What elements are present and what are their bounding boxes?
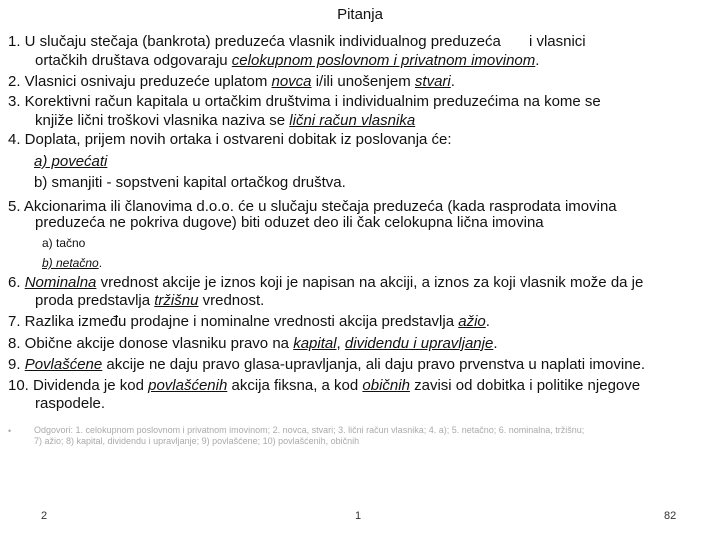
question-6-answer-1: Nominalna — [24, 274, 97, 291]
answers-text-1: 1. celokupnom poslovnom i privatnom imovinom; 2. novca, stvari; 3. lični račun vlasnika; 4. a); 5. netačno; 6. nominalna, tržišnu; — [75, 425, 585, 435]
question-2-text: 2. Vlasnici osnivaju preduzeće uplatom — [8, 73, 268, 90]
question-10-answer-2: običnih — [362, 377, 410, 394]
question-5-line-1: 5. Akcionarima ili članovima d.o.o. će u slučaju stečaja preduzeća (kada rasprodata imovina — [8, 198, 617, 215]
question-6-answer-2: tržišnu — [154, 292, 199, 309]
question-10-answer-1: povlašćenih — [148, 377, 228, 394]
question-2-answer-2: stvari — [414, 73, 451, 90]
question-1-answer: celokupnom poslovnom i privatnom imovinom — [231, 52, 536, 69]
question-9 — [8, 355, 645, 374]
question-8-answer-1: kapital — [293, 335, 337, 352]
question-7 — [8, 312, 490, 331]
question-1-text-2: i vlasnici — [528, 33, 586, 50]
footer-center: 1 — [355, 510, 362, 522]
question-2-answer-1: novca — [271, 73, 312, 90]
footer-left: 2 — [41, 510, 48, 522]
question-1-line-1 — [8, 32, 586, 51]
answers-label: Odgovori: — [34, 425, 74, 435]
question-1-text-3: ortačkih društava odgovaraju — [35, 52, 228, 69]
question-3-answer: lični račun vlasnika — [289, 112, 416, 129]
question-3-text: knjiže lični troškovi vlasnika naziva se — [35, 112, 286, 129]
question-6-line-2 — [35, 291, 264, 310]
question-4: 4. Doplata, prijem novih ortaka i ostvareni dobitak iz poslovanja će: — [8, 131, 452, 148]
footer-page-number: 82 — [664, 510, 677, 522]
slide-title: Pitanja — [337, 6, 383, 23]
question-4-option-a — [34, 152, 107, 171]
question-6-text-2: proda predstavlja — [35, 292, 151, 309]
question-2-text-2: i/ili unošenjem — [315, 73, 411, 90]
question-2 — [8, 72, 455, 91]
question-9-number: 9. — [8, 356, 21, 373]
question-7-answer: ažio — [458, 313, 486, 330]
question-10-text-2: akcija fiksna, a kod — [231, 377, 359, 394]
question-8-answer-2: dividendu i upravljanje — [344, 335, 494, 352]
question-1-end: . — [535, 52, 540, 69]
question-6-text-3: vrednost. — [202, 292, 265, 309]
answers-key — [34, 425, 710, 447]
question-10-line-2: raspodele. — [35, 395, 106, 412]
question-2-end: . — [450, 73, 455, 90]
question-9-answer: Povlašćene — [24, 356, 103, 373]
question-10-text-3: zavisi od dobitka i politike njegove — [414, 377, 641, 394]
answers-line-2: 7) ažio; 8) kapital, dividendu i upravljanje; 9) povlašćene; 10) povlašćenih, običnih — [34, 436, 360, 446]
question-9-text: akcije ne daju pravo glasa-upravljanja, ali daju pravo prvenstva u naplati imovine. — [106, 356, 646, 373]
question-3-line-2 — [35, 111, 415, 130]
question-4-answer: a) povećati — [34, 153, 108, 170]
answers-bullet: • — [8, 426, 12, 436]
question-8-text: 8. Obične akcije donose vlasniku pravo na — [8, 335, 290, 352]
question-5-answer: b) netačno — [42, 256, 99, 270]
answers-line-1 — [34, 425, 710, 436]
question-5-option-b — [42, 254, 102, 273]
question-5-option-a: a) tačno — [42, 236, 86, 250]
question-3-line-1: 3. Korektivni račun kapitala u ortačkim društvima i individualnim preduzećima na kome se — [8, 93, 601, 110]
question-8-separator: , — [336, 335, 341, 352]
question-1-line-2 — [35, 51, 539, 70]
question-7-end: . — [485, 313, 490, 330]
question-4-option-b: b) smanjiti - sopstveni kapital ortačkog društva. — [34, 174, 346, 191]
question-1-text: 1. U slučaju stečaja (bankrota) preduzeća vlasnik individualnog preduzeća — [8, 33, 501, 50]
question-8 — [8, 334, 498, 353]
question-10-line-1 — [8, 376, 640, 395]
question-6-line-1 — [8, 273, 643, 292]
question-6-number: 6. — [8, 274, 21, 291]
question-7-text: 7. Razlika između prodajne i nominalne vrednosti akcija predstavlja — [8, 313, 455, 330]
question-8-end: . — [493, 335, 498, 352]
question-5-end: . — [98, 256, 103, 270]
question-5-line-2: preduzeća ne pokriva dugove) biti oduzet deo ili čak celokupna lična imovina — [35, 214, 544, 231]
question-6-text: vrednost akcije je iznos koji je napisan na akciji, a iznos za koji vlasnik može da je — [100, 274, 644, 291]
question-10-text: 10. Dividenda je kod — [8, 377, 144, 394]
